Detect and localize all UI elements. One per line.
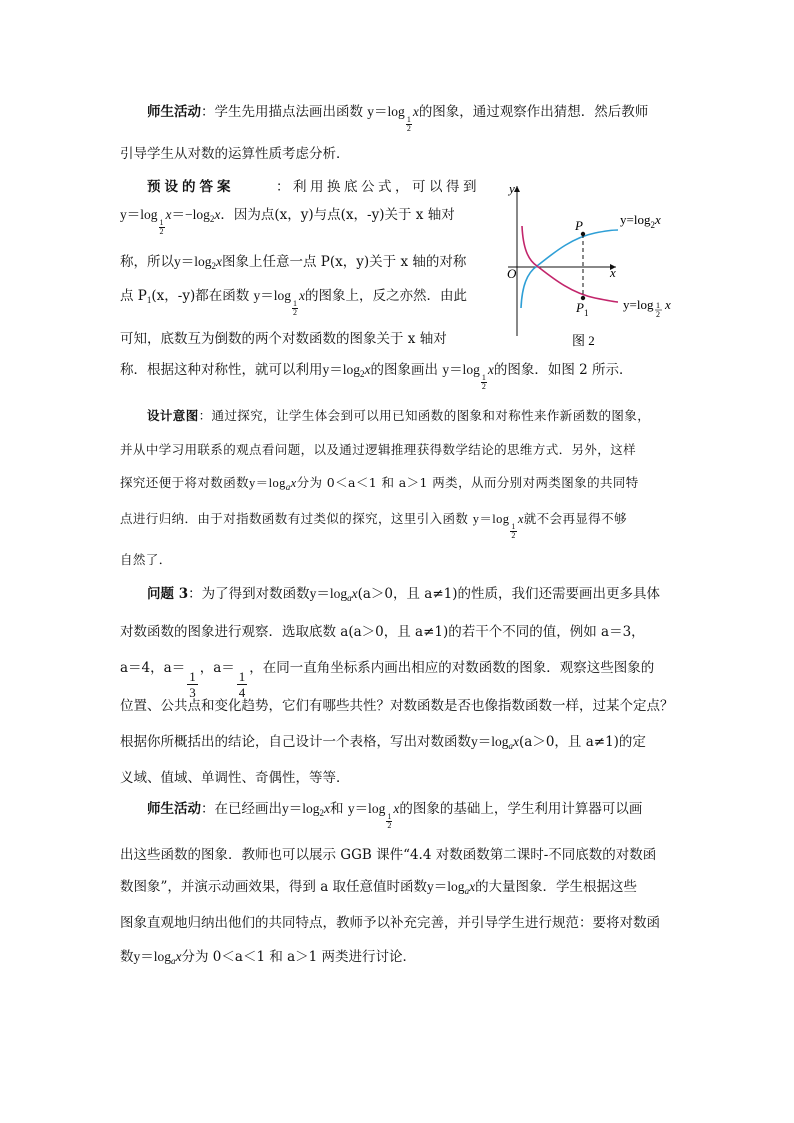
var: x <box>469 879 476 894</box>
var: x <box>216 254 223 269</box>
text: 引导学生从对数的运算性质考虑分析． <box>120 146 350 162</box>
text: 点 P <box>120 288 147 304</box>
p2-line-3 <box>120 253 466 275</box>
var: x <box>299 288 306 303</box>
fraction-one-third <box>187 669 198 700</box>
p4-line-3 <box>120 659 654 700</box>
den: 2 <box>159 227 164 236</box>
text: 根据你所概括出的结论，自己设计一个表格，写出对数函数 <box>120 734 471 750</box>
p4-label: 问题 3 <box>147 586 189 602</box>
sub: 2 <box>209 214 215 224</box>
var: x <box>412 104 419 119</box>
var: x <box>487 362 494 377</box>
curve-log-half-base-den: 2 <box>656 310 660 319</box>
text: ，在同一直角坐标系内画出相应的对数函数的图象．观察这些图象的 <box>249 660 655 676</box>
x-axis-label: x <box>610 265 616 280</box>
curve-log2 <box>521 230 618 308</box>
den: 2 <box>481 382 486 391</box>
p5-line-1 <box>147 800 642 830</box>
fraction <box>481 374 487 391</box>
sub: a <box>464 886 470 896</box>
text: y＝log <box>427 879 465 894</box>
curve-log-half-label <box>623 297 654 312</box>
curve-log-half-base-num: 1 <box>656 301 660 310</box>
p4-line-4 <box>120 697 674 715</box>
math-y-log-half-x <box>442 361 494 391</box>
text: 图象上任意一点 P(x，y)关于 x 轴的对称 <box>222 254 467 270</box>
num: 1 <box>511 522 516 531</box>
text: 的大量图象．学生根据这些 <box>475 879 638 895</box>
p3-line-2 <box>120 441 636 459</box>
p5-line-4 <box>120 914 660 932</box>
p1-sub: 1 <box>583 308 589 318</box>
num: 1 <box>481 373 486 382</box>
sub: 2 <box>360 369 365 379</box>
math-y-log-half-x <box>367 103 419 133</box>
text: 称，所以 <box>120 254 174 270</box>
text: 的图象的基础上，学生利用计算器可以画 <box>399 801 643 817</box>
curve-log-half-var: x <box>665 297 671 312</box>
p5-line-5 <box>120 948 416 970</box>
var: x <box>290 476 297 490</box>
text: y＝log <box>282 801 320 816</box>
text: 图象直观地归纳出他们的共同特点，教师予以补充完善，并引导学生进行规范：要将对数函 <box>120 915 660 931</box>
p4-line-6 <box>120 769 350 787</box>
p5-line-2 <box>120 846 656 864</box>
den: 2 <box>387 821 392 830</box>
text: a＝4， <box>120 660 164 676</box>
p5-label: 师生活动 <box>147 801 201 817</box>
den: 2 <box>293 308 298 317</box>
den: 3 <box>189 685 196 700</box>
text: 数图象”，并演示动画效果，得到 a 取任意值时函数 <box>120 879 428 895</box>
fraction <box>159 219 165 236</box>
p2-line-5 <box>120 330 447 348</box>
text: y＝log <box>367 104 405 119</box>
point-p1-label <box>575 300 588 318</box>
text: 自然了． <box>120 552 172 567</box>
p2-line-1 <box>147 178 480 196</box>
sub: a <box>285 482 291 492</box>
sub: a <box>508 741 514 751</box>
fraction <box>406 116 412 133</box>
sub: a <box>347 593 352 603</box>
var: x <box>165 207 172 222</box>
point-p-label: P <box>575 218 583 233</box>
math-y-log-half-x <box>473 510 524 540</box>
var: x <box>175 949 182 964</box>
text: y＝log <box>322 362 361 377</box>
text: 分为 0＜a＜1 和 a＞1 两类进行讨论． <box>181 949 417 965</box>
num: 1 <box>189 669 196 684</box>
den: 2 <box>511 531 516 540</box>
p1-main: P <box>576 300 584 315</box>
p2-line-4 <box>120 287 467 317</box>
text: ：为了得到对数函数 <box>188 586 310 602</box>
fraction-one-quarter <box>237 669 248 700</box>
text: y＝log <box>347 801 386 816</box>
figure-caption: 图 2 <box>572 333 595 348</box>
p3-line-4 <box>120 510 627 540</box>
p3-label: 设计意图 <box>147 408 199 423</box>
num: 1 <box>238 669 246 684</box>
sub: 2 <box>211 261 217 271</box>
text: ，a＝ <box>199 660 235 676</box>
text: y＝log <box>120 207 158 222</box>
sub: 1 <box>146 295 152 305</box>
text: 和 <box>330 801 344 817</box>
curve-log-half <box>522 226 618 302</box>
num: 1 <box>387 812 392 821</box>
l1-var: x <box>654 212 661 227</box>
p4-line-2 <box>120 623 645 641</box>
var: x <box>351 586 358 601</box>
var: x <box>393 801 400 816</box>
p2-line-6 <box>120 361 633 391</box>
p1-label: 师生活动 <box>147 104 201 120</box>
text: 对数函数的图象进行观察．选取底数 a(a＞0，且 a≠1)的若干个不同的值，例如 a＝3， <box>120 624 645 640</box>
sub: a <box>171 956 176 966</box>
l1-base: 2 <box>650 220 655 230</box>
text: 就不会再显得不够 <box>523 511 627 526</box>
text: 点进行归纳．由于对指数函数有过类似的探究，这里引入函数 <box>120 511 469 526</box>
p5-line-3 <box>120 878 637 900</box>
text: 并从中学习用联系的观点看问题，以及通过逻辑推理获得数学结论的思维方式．另外，这样 <box>120 442 637 457</box>
text: 义域、值域、单调性、奇偶性，等等． <box>120 770 350 786</box>
text: y＝log <box>133 949 172 964</box>
p1-line-2 <box>120 145 350 163</box>
text: 探究还便于将对数函数 <box>120 475 250 490</box>
math-y-log-half-x <box>254 287 306 317</box>
num: 1 <box>406 115 411 124</box>
text: y＝log <box>253 288 292 303</box>
den: 2 <box>406 124 411 133</box>
text: ＝−log <box>171 207 210 222</box>
var: x <box>364 362 371 377</box>
var: x <box>214 207 221 222</box>
text: y＝log <box>309 586 348 601</box>
figure-2 <box>500 178 690 348</box>
curve-log2-label <box>620 212 661 230</box>
fraction <box>292 300 298 317</box>
var: x <box>324 801 331 816</box>
text: ：学生先用描点法画出函数 <box>201 104 363 120</box>
var: x <box>517 512 524 526</box>
num: 1 <box>293 299 298 308</box>
text: 的图象上，反之亦然．由此 <box>305 288 468 304</box>
math-y-log-half-x <box>348 800 400 830</box>
text: y＝log <box>471 734 509 749</box>
origin-label: O <box>507 266 517 281</box>
text: 称．根据这种对称性，就可以利用 <box>120 362 323 378</box>
p3-line-1 <box>147 407 650 425</box>
text: y＝log <box>472 512 510 526</box>
text: ：通过探究，让学生体会到可以用已知函数的图象和对称性来作新函数的图象， <box>198 408 651 423</box>
text: 的图象，通过观察作出猜想．然后教师 <box>418 104 649 120</box>
p4-line-5 <box>120 733 646 755</box>
p2-label: 预设的答案 <box>147 179 235 195</box>
text: 数 <box>120 949 134 965</box>
p2-line-2 <box>120 206 455 236</box>
text: 分为 0＜a＜1 和 a＞1 两类，从而分别对两类图象的共同特 <box>296 475 639 490</box>
p4-line-1 <box>147 585 660 607</box>
den: 4 <box>238 685 246 700</box>
l1: y=log <box>620 212 651 227</box>
num: 1 <box>159 218 164 227</box>
text: (x，-y)都在函数 <box>151 288 250 304</box>
text: y＝log <box>249 476 286 490</box>
text: 位置、公共点和变化趋势，它们有哪些共性？对数函数是否也像指数函数一样，过某个定点？ <box>120 698 674 714</box>
fraction <box>386 813 392 830</box>
text: ：利用换底公式，可以得到 <box>276 179 480 195</box>
text: ：在已经画出 <box>201 801 282 817</box>
l2: y=log <box>623 297 654 312</box>
text: 的图象画出 <box>370 362 439 378</box>
y-axis-label: y <box>509 181 515 196</box>
text: 的图象．如图 2 所示． <box>493 362 633 378</box>
text: (a＞0，且 a≠1)的定 <box>519 734 646 750</box>
p1-line-1 <box>147 103 648 133</box>
p3-line-3 <box>120 474 639 496</box>
var: x <box>513 734 520 749</box>
p3-line-5 <box>120 551 172 569</box>
text: ．因为点(x，y)与点(x，-y)关于 x 轴对 <box>220 207 455 223</box>
text: y＝log <box>442 362 480 377</box>
math-y-log-half-x <box>120 206 172 236</box>
text: a＝ <box>163 660 186 676</box>
text: (a＞0，且 a≠1)的性质，我们还需要画出更多具体 <box>357 586 661 602</box>
text: y＝log <box>174 254 212 269</box>
text: 可知，底数互为倒数的两个对数函数的图象关于 x 轴对 <box>120 331 447 347</box>
fraction <box>510 523 516 540</box>
text: 出这些函数的图象．教师也可以展示 GGB 课件“4.4 对数函数第二课时-不同底数的对数函 <box>120 847 657 863</box>
sub: 2 <box>319 808 325 818</box>
